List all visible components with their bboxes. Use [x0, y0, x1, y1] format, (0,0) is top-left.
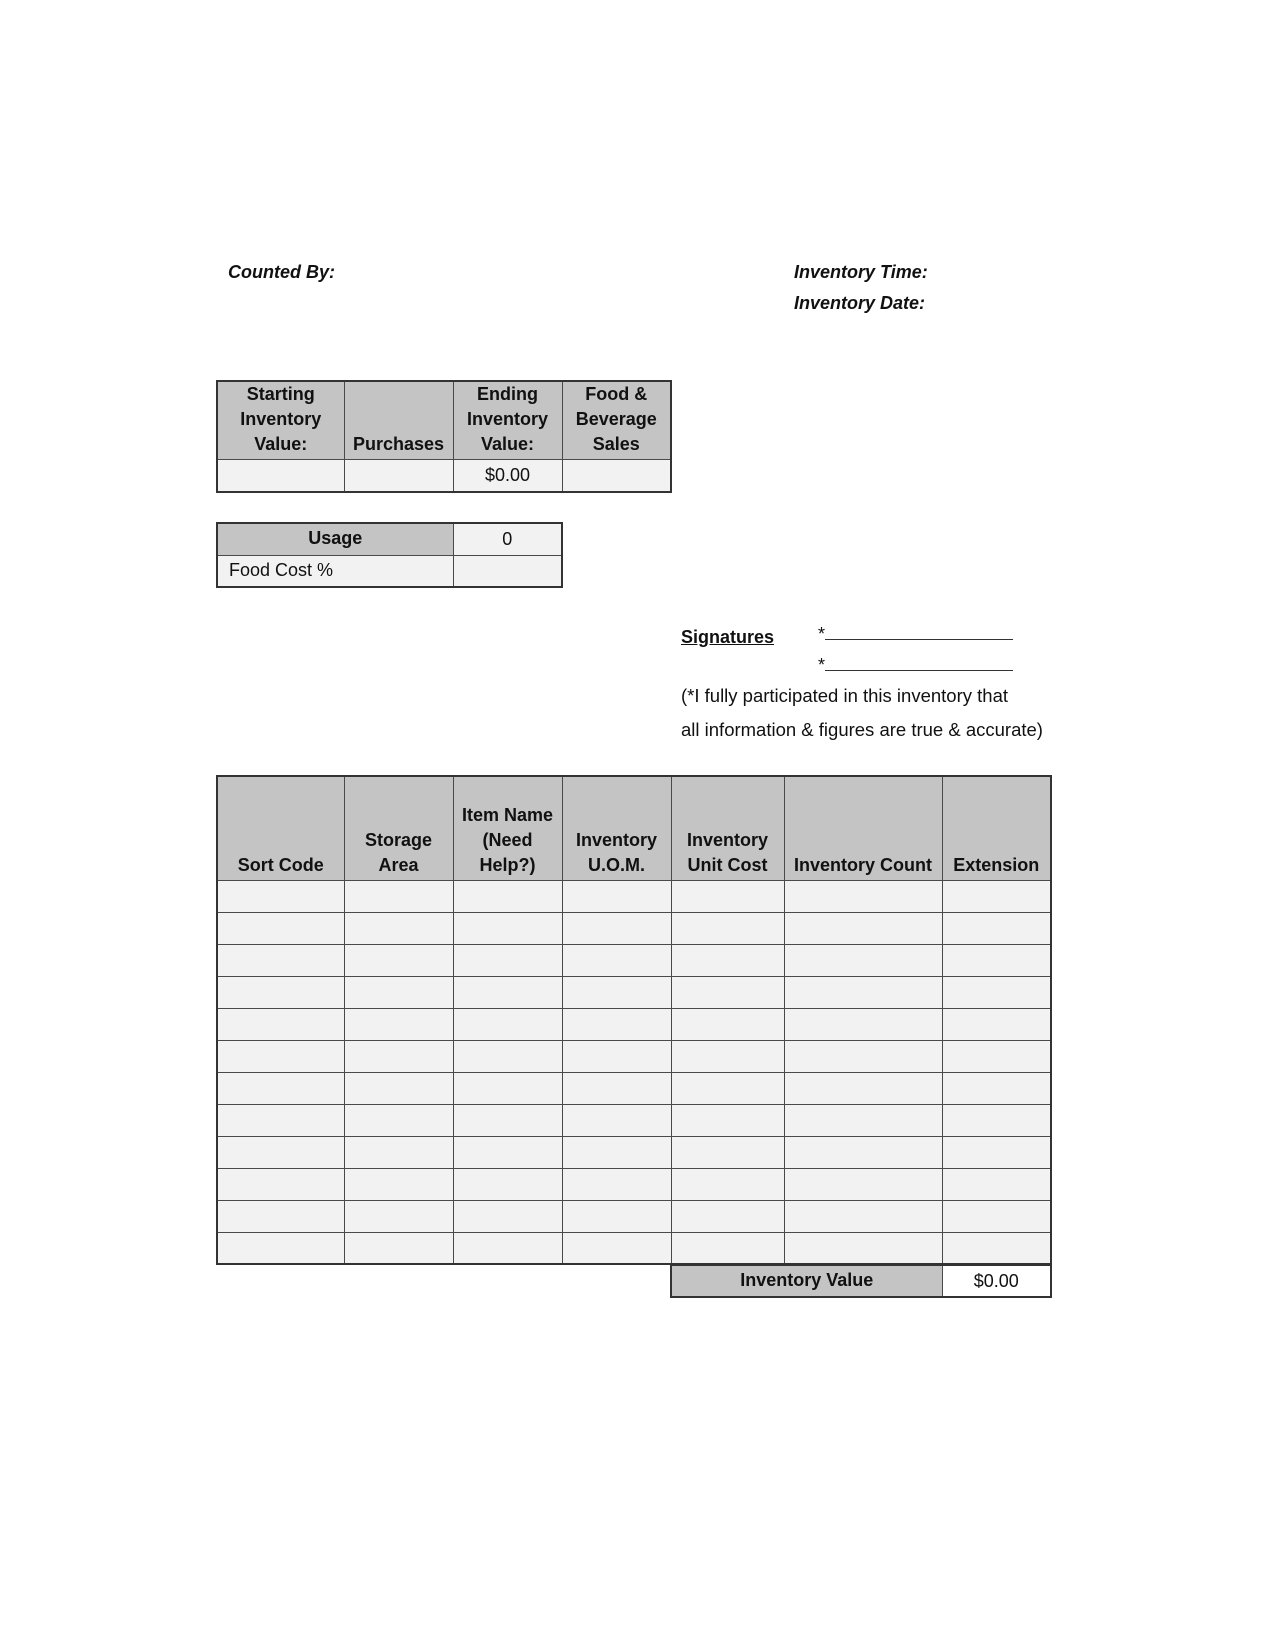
food-cost-value[interactable] — [453, 555, 562, 587]
table-cell[interactable] — [784, 976, 942, 1008]
inventory-table — [216, 775, 1052, 1265]
table-cell[interactable] — [453, 1008, 562, 1040]
table-cell[interactable] — [217, 912, 344, 944]
table-cell[interactable] — [344, 1232, 453, 1264]
table-cell[interactable] — [344, 1008, 453, 1040]
table-cell[interactable] — [784, 912, 942, 944]
table-cell[interactable] — [784, 1232, 942, 1264]
table-cell[interactable] — [344, 1168, 453, 1200]
table-cell[interactable] — [942, 944, 1051, 976]
table-cell[interactable] — [453, 976, 562, 1008]
summary-header-ending-inventory: Ending Inventory Value: — [453, 381, 562, 460]
table-row — [217, 1232, 1051, 1264]
table-cell[interactable] — [344, 880, 453, 912]
table-cell[interactable] — [671, 912, 784, 944]
table-cell[interactable] — [453, 912, 562, 944]
table-cell[interactable] — [562, 1168, 671, 1200]
col-header-sort-code: Sort Code — [217, 776, 344, 880]
table-cell[interactable] — [784, 1136, 942, 1168]
table-cell[interactable] — [671, 1136, 784, 1168]
table-cell[interactable] — [453, 1168, 562, 1200]
table-cell[interactable] — [784, 1168, 942, 1200]
table-cell[interactable] — [562, 976, 671, 1008]
table-cell[interactable] — [562, 1072, 671, 1104]
table-cell[interactable] — [453, 1232, 562, 1264]
table-cell[interactable] — [562, 944, 671, 976]
summary-header-starting-inventory: Starting Inventory Value: — [217, 381, 344, 460]
table-row — [217, 880, 1051, 912]
signature-note-line-2: all information & figures are true & accurate) — [681, 719, 1043, 740]
col-header-storage-area: Storage Area — [344, 776, 453, 880]
table-cell[interactable] — [453, 1136, 562, 1168]
table-cell[interactable] — [217, 1040, 344, 1072]
table-cell[interactable] — [562, 912, 671, 944]
table-cell[interactable] — [671, 1040, 784, 1072]
table-cell[interactable] — [344, 944, 453, 976]
food-beverage-sales-cell[interactable] — [562, 460, 671, 492]
signature-note-line-1: (*I fully participated in this inventory that — [681, 685, 1008, 706]
table-row — [217, 1072, 1051, 1104]
table-row — [217, 1200, 1051, 1232]
table-cell[interactable] — [942, 1104, 1051, 1136]
table-cell[interactable] — [217, 1008, 344, 1040]
purchases-cell[interactable] — [344, 460, 453, 492]
table-cell[interactable] — [784, 944, 942, 976]
table-cell[interactable] — [562, 1104, 671, 1136]
table-row — [217, 1040, 1051, 1072]
table-cell[interactable] — [671, 880, 784, 912]
table-cell[interactable] — [671, 1168, 784, 1200]
table-cell[interactable] — [344, 1072, 453, 1104]
table-cell[interactable] — [344, 1104, 453, 1136]
table-cell[interactable] — [784, 1040, 942, 1072]
table-cell[interactable] — [562, 1008, 671, 1040]
table-cell[interactable] — [942, 1232, 1051, 1264]
col-header-item-name: Item Name (Need Help?) — [453, 776, 562, 880]
inventory-value-total: $0.00 — [942, 1265, 1051, 1297]
table-cell[interactable] — [344, 912, 453, 944]
table-cell[interactable] — [942, 1168, 1051, 1200]
table-row — [217, 1168, 1051, 1200]
table-cell[interactable] — [671, 1008, 784, 1040]
table-cell[interactable] — [671, 944, 784, 976]
usage-value: 0 — [453, 523, 562, 555]
table-cell[interactable] — [942, 1040, 1051, 1072]
col-header-uom: Inventory U.O.M. — [562, 776, 671, 880]
table-cell[interactable] — [784, 1104, 942, 1136]
inventory-date-label: Inventory Date: — [794, 293, 926, 313]
table-row — [217, 1136, 1051, 1168]
table-cell[interactable] — [942, 880, 1051, 912]
table-cell[interactable] — [671, 1104, 784, 1136]
table-cell[interactable] — [453, 880, 562, 912]
table-cell[interactable] — [217, 1104, 344, 1136]
table-cell[interactable] — [671, 1200, 784, 1232]
table-cell[interactable] — [217, 1200, 344, 1232]
table-cell[interactable] — [562, 1232, 671, 1264]
table-cell[interactable] — [453, 1104, 562, 1136]
col-header-unit-cost: Inventory Unit Cost — [671, 776, 784, 880]
ending-inventory-cell: $0.00 — [453, 460, 562, 492]
table-cell[interactable] — [784, 1008, 942, 1040]
table-cell[interactable] — [217, 1232, 344, 1264]
food-cost-label: Food Cost % — [217, 555, 453, 587]
table-cell[interactable] — [217, 1168, 344, 1200]
col-header-extension: Extension — [942, 776, 1051, 880]
table-cell[interactable] — [784, 1200, 942, 1232]
signatures-title: Signatures — [681, 627, 775, 647]
table-cell[interactable] — [942, 1200, 1051, 1232]
starting-inventory-cell[interactable] — [217, 460, 344, 492]
table-row — [217, 944, 1051, 976]
col-header-count: Inventory Count — [784, 776, 942, 880]
table-cell[interactable] — [217, 1072, 344, 1104]
table-cell[interactable] — [217, 1136, 344, 1168]
usage-label: Usage — [217, 523, 453, 555]
table-cell[interactable] — [784, 880, 942, 912]
table-cell[interactable] — [344, 976, 453, 1008]
table-cell[interactable] — [453, 1040, 562, 1072]
summary-header-food-beverage-sales: Food & Beverage Sales — [562, 381, 671, 460]
table-cell[interactable] — [942, 1136, 1051, 1168]
table-cell[interactable] — [671, 1072, 784, 1104]
table-cell[interactable] — [344, 1200, 453, 1232]
table-cell[interactable] — [942, 1008, 1051, 1040]
inventory-rows — [217, 880, 1051, 1264]
table-row — [217, 1008, 1051, 1040]
signature-star-1: * — [818, 624, 826, 644]
inventory-value-label: Inventory Value — [671, 1265, 942, 1297]
table-cell[interactable] — [453, 1072, 562, 1104]
signature-line-1[interactable] — [818, 624, 1013, 645]
table-cell[interactable] — [217, 880, 344, 912]
table-cell[interactable] — [344, 1136, 453, 1168]
table-cell[interactable] — [671, 1232, 784, 1264]
inventory-time-label: Inventory Time: — [794, 262, 928, 282]
inventory-total-table — [670, 1264, 1052, 1298]
table-cell[interactable] — [453, 1200, 562, 1232]
table-row — [217, 912, 1051, 944]
table-row — [217, 1104, 1051, 1136]
table-cell[interactable] — [562, 1136, 671, 1168]
table-cell[interactable] — [562, 880, 671, 912]
table-cell[interactable] — [942, 976, 1051, 1008]
table-cell[interactable] — [562, 1040, 671, 1072]
signature-line-2[interactable] — [818, 655, 1013, 676]
table-cell[interactable] — [784, 1072, 942, 1104]
summary-header-purchases: Purchases — [344, 381, 453, 460]
table-cell[interactable] — [217, 976, 344, 1008]
table-cell[interactable] — [562, 1200, 671, 1232]
table-cell[interactable] — [217, 944, 344, 976]
table-cell[interactable] — [942, 1072, 1051, 1104]
signature-star-2: * — [818, 655, 826, 675]
table-cell[interactable] — [344, 1040, 453, 1072]
table-cell[interactable] — [942, 912, 1051, 944]
counted-by-label: Counted By: — [228, 262, 335, 282]
summary-table — [216, 380, 672, 493]
usage-table — [216, 522, 563, 588]
table-cell[interactable] — [671, 976, 784, 1008]
table-row — [217, 976, 1051, 1008]
table-cell[interactable] — [453, 944, 562, 976]
